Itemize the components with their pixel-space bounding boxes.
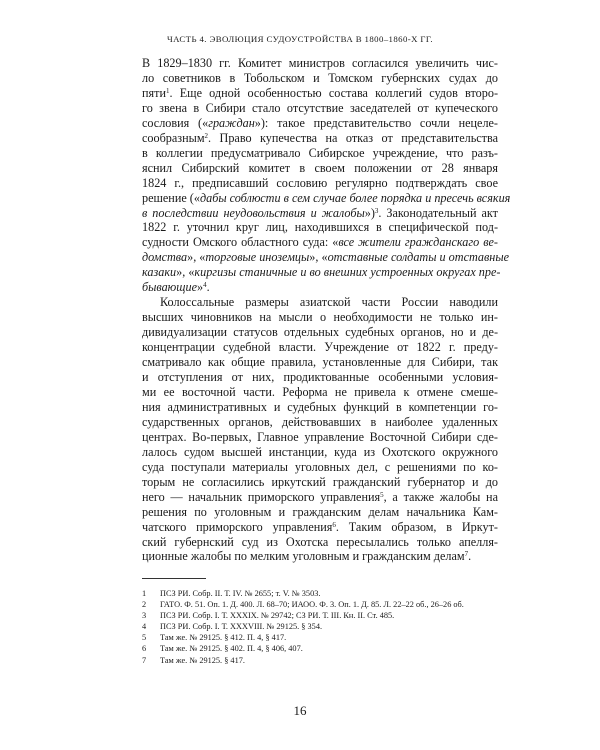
text-line xyxy=(142,86,498,101)
text-segment: чатского приморского управления xyxy=(142,519,333,534)
text-segment: дивидуализации статусов отдельных судебных органов, но и де- xyxy=(142,325,498,340)
footnote-text: ПСЗ РИ. Собр. I. Т. XXXIX. № 29742; СЗ РИ. Т. III. Кн. II. Ст. 485. xyxy=(160,611,395,621)
footnote-ref: 2 xyxy=(204,131,209,140)
footnote-ref: 4 xyxy=(203,281,207,290)
footnote xyxy=(142,599,502,610)
text-segment: решения по уголовным и гражданским делам начальника Кам- xyxy=(142,504,498,519)
footnote xyxy=(142,588,502,599)
text-line xyxy=(142,340,498,355)
text-segment: концентрации судебной власти. Учреждение от 1822 г. преду- xyxy=(142,340,498,355)
text-line xyxy=(142,146,498,161)
footnote-number: 6 xyxy=(142,644,147,654)
footnote-text: ПСЗ РИ. Собр. I. Т. XXXVIII. № 29125. § 354. xyxy=(160,622,323,632)
footnote-ref: 1 xyxy=(165,86,170,95)
text-segment: все жители гражданскаго ве- xyxy=(338,235,498,250)
text-segment: », « xyxy=(309,250,328,265)
footnote-ref: 6 xyxy=(332,520,336,529)
footnote-text: Там же. № 29125. § 402. П. 4, § 406, 407. xyxy=(160,644,303,654)
text-segment: . Законодательный акт xyxy=(378,205,498,220)
footnote-number: 7 xyxy=(142,655,147,665)
text-line xyxy=(142,355,498,370)
text-segment: высших чиновников на мысли о необходимости не только ин- xyxy=(142,310,498,325)
text-line xyxy=(142,56,498,71)
text-segment: сударственных органов, действовавших в наиболее удаленных xyxy=(142,414,498,429)
footnote xyxy=(142,632,502,643)
footnote-ref: 5 xyxy=(380,490,384,499)
text-line xyxy=(142,116,498,131)
text-segment: ло советников в Тобольском и Томском губернских судах до xyxy=(142,70,498,85)
text-segment: », « xyxy=(187,250,206,265)
text-line xyxy=(142,430,498,445)
text-segment: киргизы станичные и во внешних устроенных округах пре- xyxy=(194,265,501,280)
text-line xyxy=(142,445,498,460)
text-segment: . xyxy=(468,549,472,564)
text-line xyxy=(142,265,501,280)
text-line xyxy=(142,549,498,564)
footnote-number: 5 xyxy=(142,633,147,643)
text-line xyxy=(142,176,498,191)
text-line xyxy=(142,535,498,550)
text-line xyxy=(142,190,511,206)
footnote-number: 2 xyxy=(142,600,147,610)
text-segment: . Право купечества на отказ от представительства xyxy=(208,130,498,145)
text-line xyxy=(142,280,498,295)
text-segment: », « xyxy=(176,265,195,280)
text-segment: Колоссальные размеры азиатской части России наводили xyxy=(160,295,498,310)
text-segment: 1822 г. уточнил круг лиц, находившихся в специфической под- xyxy=(142,220,498,235)
text-line xyxy=(142,400,498,415)
text-segment: ния административных и судебных функций в компетенции го- xyxy=(142,399,498,414)
text-segment: яснил Сибирский комитет в своем положении от 28 января xyxy=(142,160,498,175)
text-segment: лалось судом высшей инстанции, куда из Охотского окружного xyxy=(142,444,498,459)
footnote xyxy=(142,621,502,632)
text-segment: . xyxy=(206,280,210,295)
page-number: 16 xyxy=(293,703,307,718)
text-segment: отставные солдаты и отставные xyxy=(327,250,510,265)
footnote xyxy=(142,643,502,654)
text-segment: суда поступали материалы уголовных дел, с решениями по ко- xyxy=(142,459,498,474)
footnote-text: Там же. № 29125. § 417. xyxy=(160,655,245,665)
text-segment: судности Омского областного суда: « xyxy=(142,235,339,250)
text-line xyxy=(142,131,498,146)
text-line xyxy=(142,101,498,116)
text-line xyxy=(142,520,498,535)
text-segment: сообразным xyxy=(142,130,205,145)
text-segment: » xyxy=(196,280,204,295)
text-segment: торым не согласились иркутский гражданский губернатор и до xyxy=(142,474,498,489)
text-segment: граждан xyxy=(208,115,255,130)
footnote-text: Там же. № 29125. § 412. П. 4, § 417. xyxy=(160,633,287,643)
text-line xyxy=(142,490,498,505)
text-line xyxy=(142,161,498,176)
text-segment: сословия (« xyxy=(142,115,209,130)
text-segment: центрах. Во-первых, Главное управление Восточной Сибири сде- xyxy=(142,429,498,444)
text-segment: . Таким образом, в Иркут- xyxy=(335,519,498,534)
footnote-number: 4 xyxy=(142,622,147,632)
text-segment: сматривало как общие правила, установленные для Сибири, так xyxy=(142,355,498,370)
text-line xyxy=(142,460,498,475)
text-segment: казаки xyxy=(142,265,177,280)
footnote-text: ГАТО. Ф. 51. Оп. 1. Д. 400. Л. 68–70; ИАОО. Ф. 3. Оп. 1. Д. 85. Л. 22–22 об., 26–26 об. xyxy=(160,600,464,610)
text-segment: , а также жалобы на xyxy=(383,489,498,504)
text-segment: ский губернский суд из Охотска пересылались только апелля- xyxy=(142,534,498,549)
footnote-ref: 3 xyxy=(374,206,379,215)
text-segment: ») xyxy=(364,205,375,220)
text-segment: ми ее восточной части. Реформа не привела к отмене смеше- xyxy=(142,384,498,399)
text-line xyxy=(142,220,498,235)
footnote xyxy=(142,655,502,666)
running-head: ЧАСТЬ 4. ЭВОЛЮЦИЯ СУДОУСТРОЙСТВА В 1800–1860-Х ГГ. xyxy=(166,34,434,44)
text-line xyxy=(142,415,498,430)
text-line xyxy=(142,475,498,490)
text-segment: В 1829–1830 гг. Комитет министров согласился увеличить чис- xyxy=(142,56,498,70)
footnote xyxy=(142,610,502,621)
text-line xyxy=(142,370,498,385)
text-segment: »): такое представительство сочли нецеле- xyxy=(254,115,498,130)
text-line xyxy=(142,325,498,340)
footnote-ref: 7 xyxy=(464,550,469,559)
text-segment: бывающие xyxy=(142,280,197,295)
text-segment: и отступления от них, продиктованные особенными условия- xyxy=(142,370,498,385)
text-segment: решение (« xyxy=(142,190,200,205)
text-line xyxy=(142,250,510,265)
text-line xyxy=(142,206,498,221)
text-line xyxy=(142,505,498,520)
text-segment: домства xyxy=(142,250,188,265)
footnote-number: 1 xyxy=(142,589,147,598)
text-segment: в коллегии предусматривало Сибирское учреждение, что разъ- xyxy=(142,145,498,160)
footnote-rule xyxy=(142,578,206,579)
text-line xyxy=(142,295,498,310)
text-segment: дабы соблюсти в сем случае более порядка и пресечь всякия xyxy=(199,190,511,205)
text-segment: . Еще одной особенностью состава коллегий судов второ- xyxy=(169,85,498,100)
text-segment: торговые иноземцы xyxy=(205,250,310,265)
text-segment: ционные жалобы по мелким уголовным и гражданским делам xyxy=(142,549,465,564)
text-line xyxy=(142,235,498,250)
footnote-text: ПСЗ РИ. Собр. II. Т. IV. № 2655; т. V. № 3503. xyxy=(160,589,321,598)
text-segment: него — начальник приморского управления xyxy=(142,489,381,504)
text-segment: в последствии неудовольствия и жалобы xyxy=(142,205,365,220)
text-segment: пяти xyxy=(142,85,166,100)
text-segment: 1824 г., предписавший сословию регулярно подтверждать свое xyxy=(142,175,498,190)
footnote-number: 3 xyxy=(142,611,147,621)
footnotes xyxy=(142,588,502,666)
text-line xyxy=(142,385,498,400)
text-line xyxy=(142,310,498,325)
body-text xyxy=(142,56,511,564)
text-segment: го звена в Сибири стало отсутствие заседателей от купеческого xyxy=(142,100,498,115)
text-line xyxy=(142,71,498,86)
